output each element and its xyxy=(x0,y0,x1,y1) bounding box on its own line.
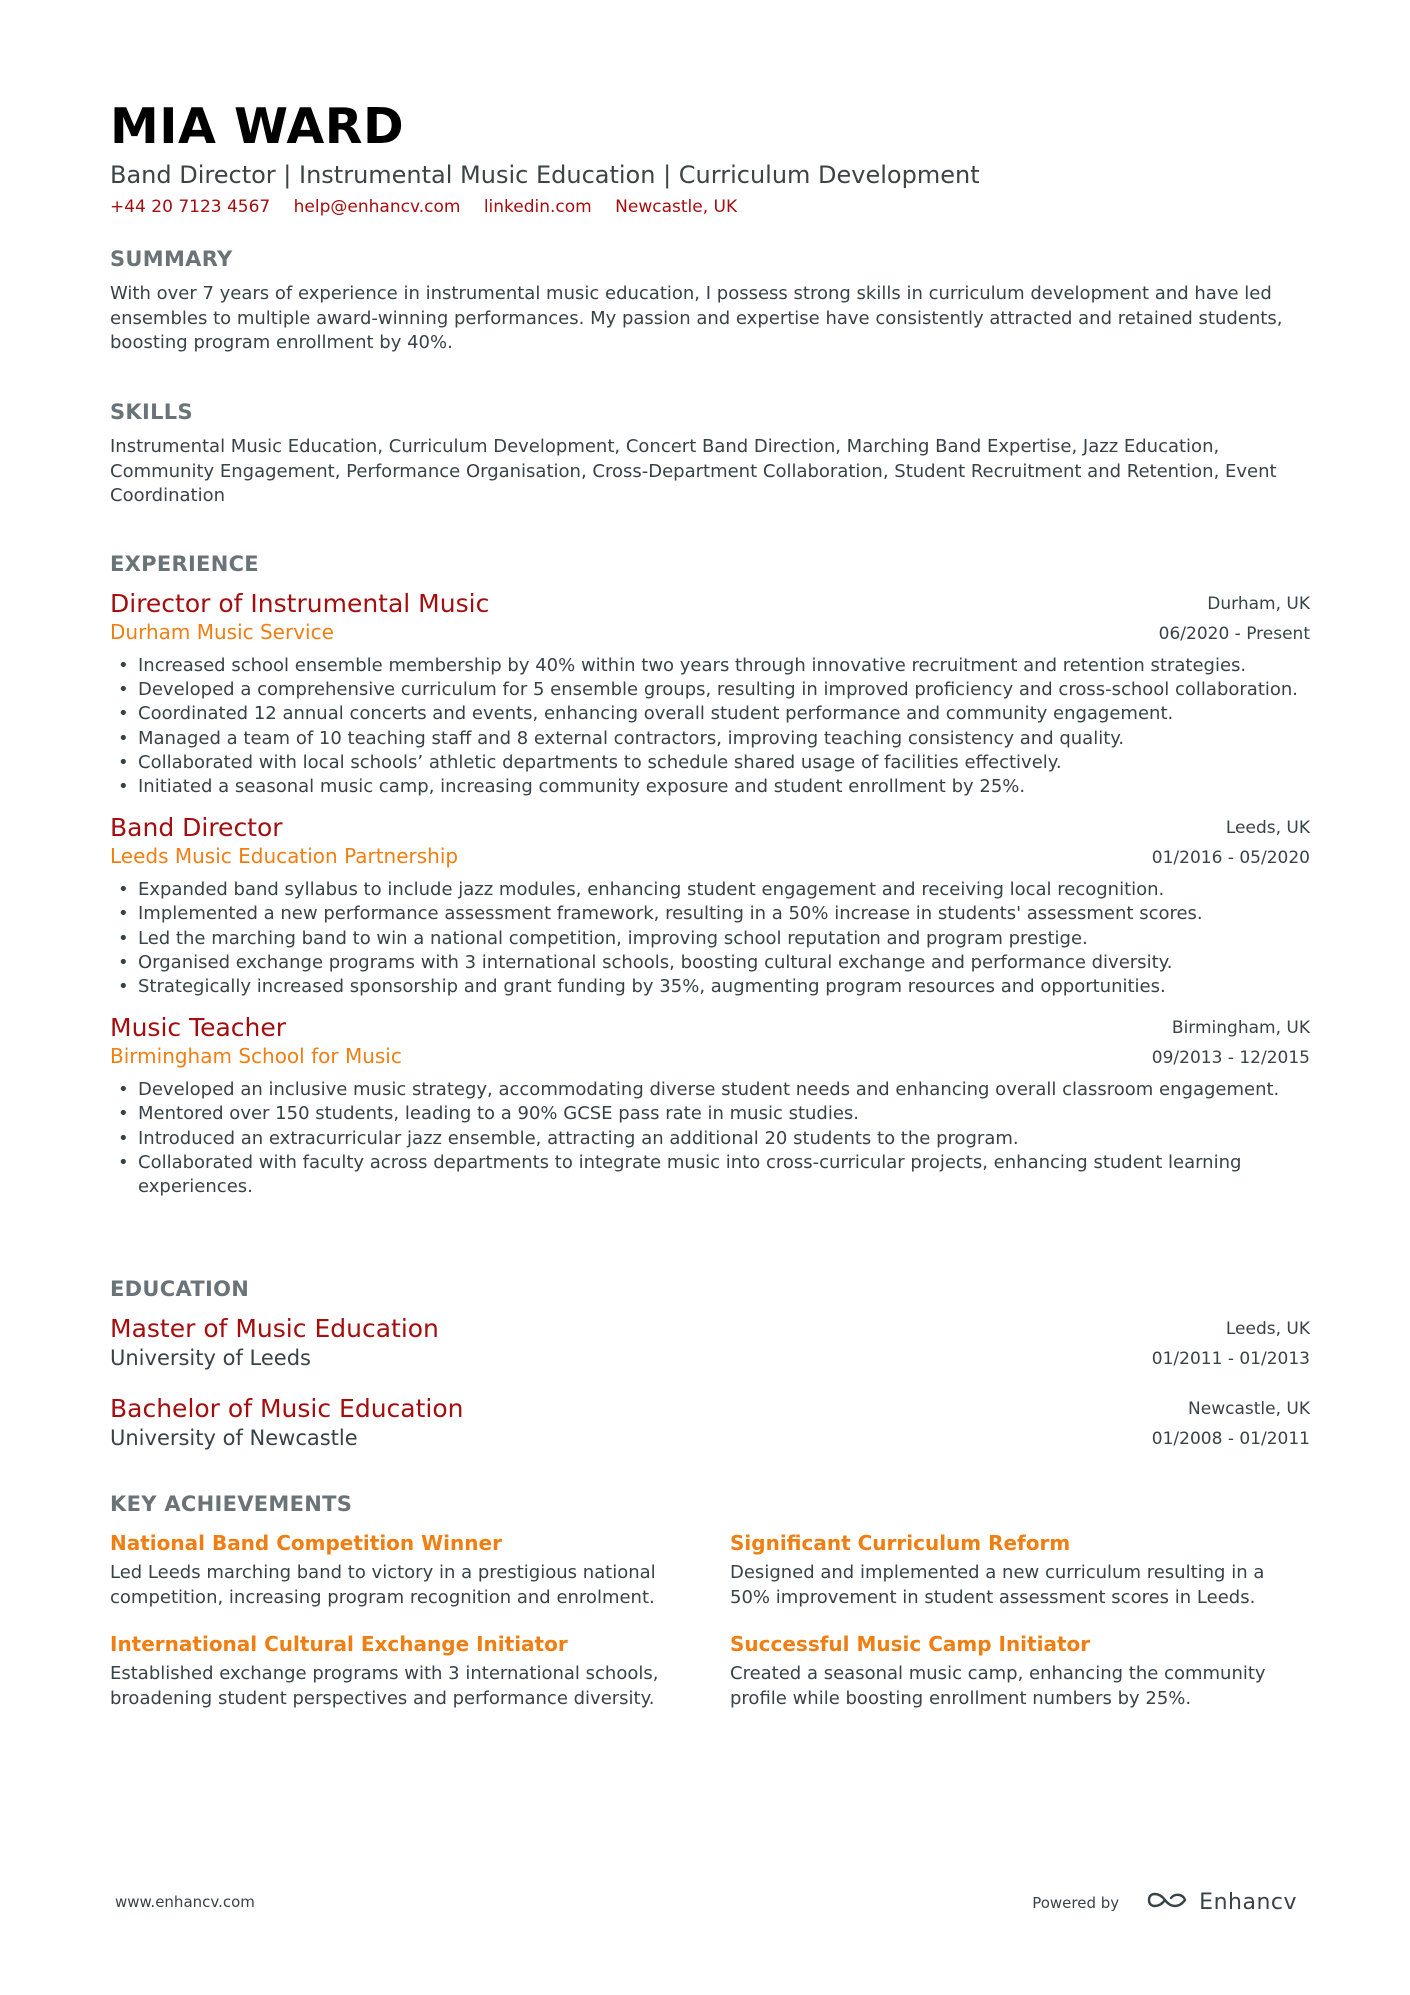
job-bullets xyxy=(110,654,1310,799)
brand-name: Enhancv xyxy=(1199,1890,1297,1915)
school-dates: 01/2008 - 01/2011 xyxy=(1151,1429,1310,1449)
education-section xyxy=(110,1274,1310,1454)
email-link[interactable]: help@enhancv.com xyxy=(293,197,461,217)
summary-section xyxy=(110,244,1310,356)
degree-title: Master of Music Education xyxy=(110,1314,439,1343)
skills-text: Instrumental Music Education, Curriculum Development, Concert Band Direction, Marching Band Expertise, Jazz Education, Community Engagement, Performance Organisation, Cross-Department Collaboration, Student Recruitment and Retention, Event Coordination xyxy=(110,436,1277,506)
school-location: Newcastle, UK xyxy=(1188,1399,1310,1419)
bullet-item: • Managed a team of 10 teaching staff and 8 external contractors, improving teaching consistency and quality. xyxy=(110,727,1310,751)
bullet-item: • Introduced an extracurricular jazz ensemble, attracting an additional 20 students to the program. xyxy=(110,1127,1310,1151)
achievement-item xyxy=(730,1630,1290,1711)
bullet-item: • Mentored over 150 students, leading to a 90% GCSE pass rate in music studies. xyxy=(110,1102,1310,1126)
education-entry xyxy=(110,1314,1310,1374)
school-dates: 01/2011 - 01/2013 xyxy=(1151,1349,1310,1369)
job-dates: 09/2013 - 12/2015 xyxy=(1151,1048,1310,1069)
employer-name: Birmingham School for Music xyxy=(110,1044,402,1069)
location-text: Newcastle, UK xyxy=(615,197,738,217)
section-title-achievements: KEY ACHIEVEMENTS xyxy=(110,1492,353,1516)
bullet-item: • Collaborated with local schools’ athletic departments to schedule shared usage of facilities effectively. xyxy=(110,751,1310,775)
section-title-summary: SUMMARY xyxy=(110,247,233,271)
phone-link[interactable]: +44 20 7123 4567 xyxy=(110,197,271,217)
resume-header xyxy=(110,98,1310,219)
section-title-education: EDUCATION xyxy=(110,1277,250,1301)
candidate-tagline: Band Director | Instrumental Music Education | Curriculum Development xyxy=(110,161,980,189)
experience-section xyxy=(110,549,1310,1199)
experience-entry xyxy=(110,589,1310,799)
job-location: Birmingham, UK xyxy=(1171,1018,1310,1039)
bullet-item: • Developed an inclusive music strategy, accommodating diverse student needs and enhancing overall classroom engagement. xyxy=(110,1078,1310,1102)
candidate-name: MIA WARD xyxy=(110,98,405,155)
employer-name: Durham Music Service xyxy=(110,620,334,644)
school-location: Leeds, UK xyxy=(1225,1319,1310,1339)
job-location: Durham, UK xyxy=(1207,594,1310,614)
bullet-item: • Collaborated with faculty across departments to integrate music into cross-curricular projects, enhancing student learning experiences. xyxy=(110,1151,1310,1199)
bullet-item: • Increased school ensemble membership by 40% within two years through innovative recruitment and retention strategies. xyxy=(110,654,1310,678)
bullet-item: • Developed a comprehensive curriculum for 5 ensemble groups, resulting in improved proficiency and cross-school collaboration. xyxy=(110,678,1310,702)
summary-text: With over 7 years of experience in instrumental music education, I possess strong skills in curriculum development and have led ensembles to multiple award-winning performances. My passion and expertise have consistently attracted and retained students, boosting program enrollment by 40%. xyxy=(110,283,1283,353)
resume-page xyxy=(110,98,1310,1709)
section-title-experience: EXPERIENCE xyxy=(110,552,259,576)
job-location: Leeds, UK xyxy=(1225,818,1310,839)
bullet-item: • Strategically increased sponsorship and grant funding by 35%, augmenting program resources and opportunities. xyxy=(110,975,1310,999)
achievement-title: Successful Music Camp Initiator xyxy=(730,1632,1091,1656)
footer-website-link[interactable]: www.enhancv.com xyxy=(115,1893,255,1911)
job-title: Band Director xyxy=(110,813,283,843)
bullet-item: • Implemented a new performance assessment framework, resulting in a 50% increase in students' assessment scores. xyxy=(110,902,1310,926)
achievement-title: Significant Curriculum Reform xyxy=(730,1531,1071,1555)
achievement-title: International Cultural Exchange Initiator xyxy=(110,1632,568,1656)
achievement-desc: Led Leeds marching band to victory in a prestigious national competition, increasing program recognition and enrolment. xyxy=(110,1562,656,1608)
job-dates: 01/2016 - 05/2020 xyxy=(1151,848,1310,869)
footer-branding xyxy=(1032,1887,1297,1918)
school-name: University of Leeds xyxy=(110,1346,311,1370)
contact-row xyxy=(110,195,1310,219)
school-name: University of Newcastle xyxy=(110,1426,358,1450)
achievement-desc: Established exchange programs with 3 international schools, broadening student perspectives and performance diversity. xyxy=(110,1663,659,1709)
job-title: Director of Instrumental Music xyxy=(110,589,490,618)
enhancv-logo-icon xyxy=(1145,1887,1191,1918)
degree-title: Bachelor of Music Education xyxy=(110,1394,464,1423)
employer-name: Leeds Music Education Partnership xyxy=(110,844,459,869)
bullet-item: • Coordinated 12 annual concerts and events, enhancing overall student performance and community engagement. xyxy=(110,702,1310,726)
linkedin-link[interactable]: linkedin.com xyxy=(483,197,592,217)
job-dates: 06/2020 - Present xyxy=(1158,624,1310,644)
education-entry xyxy=(110,1394,1310,1454)
achievement-desc: Designed and implemented a new curriculum resulting in a 50% improvement in student assessment scores in Leeds. xyxy=(730,1562,1265,1608)
achievement-item xyxy=(730,1529,1290,1610)
bullet-item: • Expanded band syllabus to include jazz modules, enhancing student engagement and receiving local recognition. xyxy=(110,878,1310,902)
job-bullets xyxy=(110,1078,1310,1199)
bullet-item: • Led the marching band to win a national competition, improving school reputation and program prestige. xyxy=(110,927,1310,951)
achievements-grid xyxy=(110,1529,1310,1711)
job-bullets xyxy=(110,878,1310,999)
achievement-item xyxy=(110,1529,670,1610)
section-title-skills: SKILLS xyxy=(110,400,193,424)
experience-entry xyxy=(110,813,1310,999)
achievement-desc: Created a seasonal music camp, enhancing the community profile while boosting enrollment numbers by 25%. xyxy=(730,1663,1266,1709)
achievements-section xyxy=(110,1489,1310,1711)
achievement-title: National Band Competition Winner xyxy=(110,1531,502,1555)
job-title: Music Teacher xyxy=(110,1013,287,1043)
bullet-item: • Organised exchange programs with 3 international schools, boosting cultural exchange and performance diversity. xyxy=(110,951,1310,975)
achievement-item xyxy=(110,1630,670,1711)
experience-entry xyxy=(110,1013,1310,1199)
powered-by-label: Powered by xyxy=(1032,1893,1120,1912)
skills-section xyxy=(110,397,1310,509)
bullet-item: • Initiated a seasonal music camp, increasing community exposure and student enrollment by 25%. xyxy=(110,775,1310,799)
